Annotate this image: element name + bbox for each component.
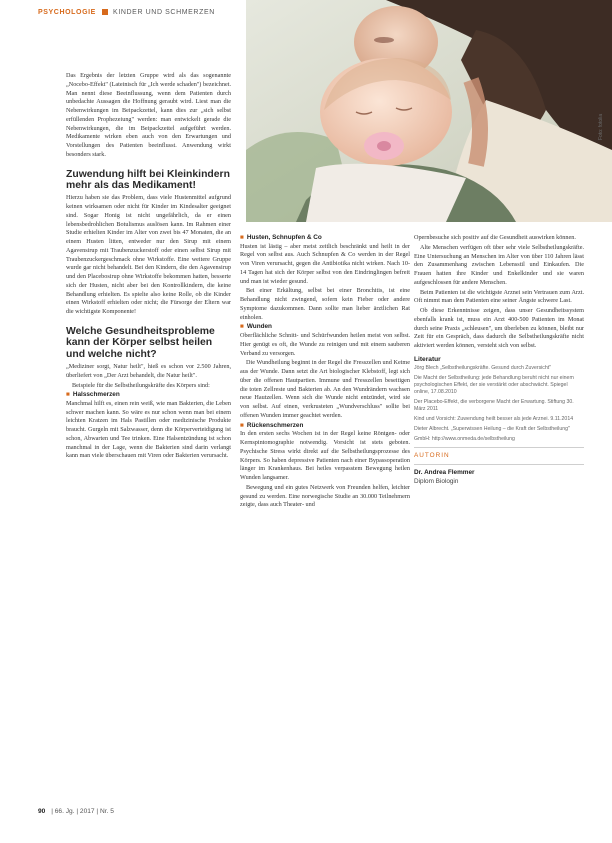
paragraph: Alte Menschen verfügen oft über sehr viele Selbstheilungskräfte. Eine Untersuchung an Menschen im Alter von über 110 Jahren lässt den Zusammenhang zwischen Lebensstil und Einkaufen. Die Frauen hatten ihre Kinder und Enkelkinder und sie waren aufgeschlossen für andere Menschen. — [414, 243, 584, 286]
paragraph: Bei einer Erkältung, selbst bei einer Bronchitis, ist eine Behandlung nicht zwingend, sofern kein Fieber oder andere Symptome dazukommen. Dann sollte man lieber ärztlichen Rat einholen. — [240, 287, 410, 321]
square-bullet-icon — [102, 9, 108, 15]
page-header — [38, 9, 215, 16]
paragraph: Husten ist lästig – aber meist zeitlich beschränkt und heilt in der Regel von selbst aus. Auch Schnupfen & Co werden in der Regel von Viren verursacht, gegen die Antibiotika nicht wirken. Nach 10-14 Tagen hat sich der Körper selbst von den Eindringlingen befreit und man ist wieder gesund. — [240, 242, 410, 285]
topic-label: KINDER UND SCHMERZEN — [113, 9, 215, 16]
issue-info: | 66. Jg. | 2017 | Nr. 5 — [51, 808, 114, 815]
paragraph: Manchmal hilft es, einen rein weiß, wie man Bakterien, die Leben schwer machen kann. So wäre es nur schon wenn man bei einem leichten Kratzen im Hals Pastillen oder medizinische Produkte braucht. Gurgeln mit Salzwasser, denn die Körperverteidigung ist schon, Abwarten und Tee trinken. Eine Halsentzündung ist schon manchmal in der Lage, wenn die Bakterien sind darin verlangt kann man viele überschauen mit Viren oder Bakterien verursacht. — [66, 399, 231, 460]
paragraph: Bewegung und ein gutes Netzwerk von Freunden helfen, leichter gesund zu werden. Eine norwegische Studie an 30.000 Teilnehmern zeigte, dass auch Theater- und — [240, 483, 410, 509]
bullet-heading-text: Wunden — [246, 323, 272, 331]
bullet-icon: ■ — [240, 323, 244, 331]
bullet-icon: ■ — [240, 234, 244, 241]
literature-item: Kind und Vorsicht: Zuwendung heilt besser als jede Arznei. 9.11.2014 — [414, 415, 574, 422]
subheading-zuwendung: Zuwendung hilft bei Kleinkindern mehr als das Medikament! — [66, 168, 230, 191]
bullet-heading-text: Halsschmerzen — [72, 391, 120, 399]
mother-baby-photo — [246, 0, 612, 222]
bullet-icon: ■ — [66, 391, 70, 399]
bullet-heading — [66, 391, 231, 400]
paragraph: „Mediziner sorgt, Natur heilt", hieß es schon vor 2.500 Jahren, überliefert von „Der Arzt behandelt, die Natur heilt". — [66, 363, 231, 379]
literature-item: Der Placebo-Effekt, die verborgene Macht der Erwartung. Stiftung 30. März 2011 — [414, 398, 574, 412]
bullet-heading — [240, 234, 410, 243]
page-footer — [38, 808, 114, 815]
author-role: Diplom Biologin — [414, 478, 459, 485]
photo-credit: Foto: fotolia — [598, 113, 604, 140]
paragraph: Oberflächliche Schnitt- und Schürfwunden heilen meist von selbst. Hier genügt es oft, die Wunde zu reinigen und mit einem sauberen Verband zu versorgen. — [240, 332, 410, 357]
bullet-heading-text: Rückenschmerzen — [246, 421, 304, 429]
literature-item: Dieter Albrecht. „Superwissen Heilung – die Kraft der Selbstheilung" — [414, 425, 570, 432]
paragraph: Ob diese Erkenntnisse zeigen, dass unser Gesundheitssystem ebenfalls krank ist, muss ein Arzt 400-500 Patienten im Monat durch seine Praxis „schleusen", um überleben zu können, bleibt nur Zeit für ein Gespräch, dass dadurch die Selbstheilungskräfte nicht aktiviert werden können, versteht sich von selbst. — [414, 307, 584, 349]
page-number: 90 — [38, 808, 46, 815]
paragraph: Das Ergebnis der letzten Gruppe wird als das sogenannte „Nocebo-Effekt" (Lateinisch für „Ich werde schaden") bezeichnet. Man nennt diese Beeinflussung, wenn dem Patienten durch unbedachte Aussagen die Hoffnung geraubt wird. Liest man die Nebenwirkungen im Beipackzettel, kann dies zur „sich selbst erfüllenden Prophezeiung" werden: man entwickelt gerade die Nebenwirkungen, die im Beipackzettel aufgeführt werden. Medikamente wirken eben auch von den Erwartungen und Vorstellungen des Patienten beeinflusst. Anwendung wirkt besonders stark. — [66, 72, 231, 158]
divider — [414, 447, 584, 448]
divider — [414, 464, 584, 465]
paragraph: In den ersten sechs Wochen ist in der Regel keine Röntgen- oder Kernspintomographie notwendig. Vorsicht ist stets geboten. Psychische Stress wirkt direkt auf die Selbstheilungsprozesse des Körpers. So haben depressive Patienten nach einer Bypassoperation länger im Krankenhaus. Bei heiles verpasstem Bewegung heilen Wunden langsamer. — [240, 430, 410, 482]
bullet-icon: ■ — [240, 421, 244, 429]
bullet-heading-text: Husten, Schnupfen & Co — [246, 234, 322, 241]
photo-illustration — [246, 0, 612, 222]
column-3 — [414, 234, 584, 487]
literature-list — [414, 365, 584, 443]
author-label: AUTORIN — [414, 451, 450, 459]
paragraph: Beispiele für die Selbstheilungskräfte des Körpers sind: — [72, 381, 210, 389]
column-2 — [240, 234, 410, 511]
literature-heading: Literatur — [414, 355, 441, 363]
bullet-heading — [240, 422, 410, 431]
column-1 — [66, 72, 231, 462]
paragraph: Die Wundheilung beginnt in der Regel die Fresszellen und Keime aus der Wunde. Dann setzt die Art biologischer Klebstoff, legt sich über die offenen Hautpartien. Immune und Fresszellen beseitigen die toten Zellreste und Bakterien ab. An den Wundrändern wachsen neue Hautzellen. Wenn sich die Wunde nicht entzündet, wird sie von selbst. Auf einen, verkrusteten „Wundverschluss" sollte bei offenen Wunden immer geachtet werden. — [240, 359, 410, 419]
literature-item: Jörg Blech „Selbstheilungskräfte. Gesund durch Zuversicht" — [414, 364, 552, 371]
literature-item: Die Macht der Selbstheilung: jede Behandlung beruht nicht nur einem psychologischen Effekt, der sie verstärkt oder abschwächt. Spiegel online, 17.08.2010 — [414, 374, 574, 395]
subheading-gesundheitsprobleme: Welche Gesundheitsprobleme kann der Körper selbst heilen und welche nicht? — [66, 325, 215, 360]
section-label: PSYCHOLOGIE — [38, 9, 96, 16]
author-name: Dr. Andrea Flemmer — [414, 469, 475, 477]
paragraph: Beim Patienten ist die wichtigste Arznei sein Vertrauen zum Arzt. Oft nimmt man dem Patienten eine seiner Ängste schwere Last. — [414, 288, 584, 305]
bullet-heading — [240, 323, 410, 332]
paragraph: Hierzu haben sie das Problem, dass viele Hustenmittel aufgrund keinen wirksamen oder nicht für Kinder im Kindesalter geeignet sind. Sogar Honig ist nicht ungefährlich, da er einen lebensbedrohlichen Botulismus auslösen kann. Im Rahmen einer Studie erhielten Kinder im Alter von zwei bis 47 Monaten, die an einem Husten litten, entweder nur den Sirup mit einem Agavensirup mit Traubenzuckerstoff oder einen selbst Sirup mit Traubenzuckergeschmack ohne Wirkstoffe. Eine weitere Gruppe wurde gar nicht behandelt. Bei den Kindern, die den Agavensirup und den Placebosirup ohne Wirkstoffe bekommen hatten, besserte sich der Husten, nicht aber bei den Kontrollkindern, die keine Behandlung erhielten. Es spielte also keine Rolle, ob die Kinder einen Wirkstoff erhielten oder nicht; die Fürsorge der Eltern war die wichtigste Komponente! — [66, 194, 231, 316]
paragraph: Opernbesuche sich positiv auf die Gesundheit auswirken können. — [414, 234, 576, 241]
literature-item: GmbH: http://www.onmeda.de/selbstheilung — [414, 435, 515, 442]
